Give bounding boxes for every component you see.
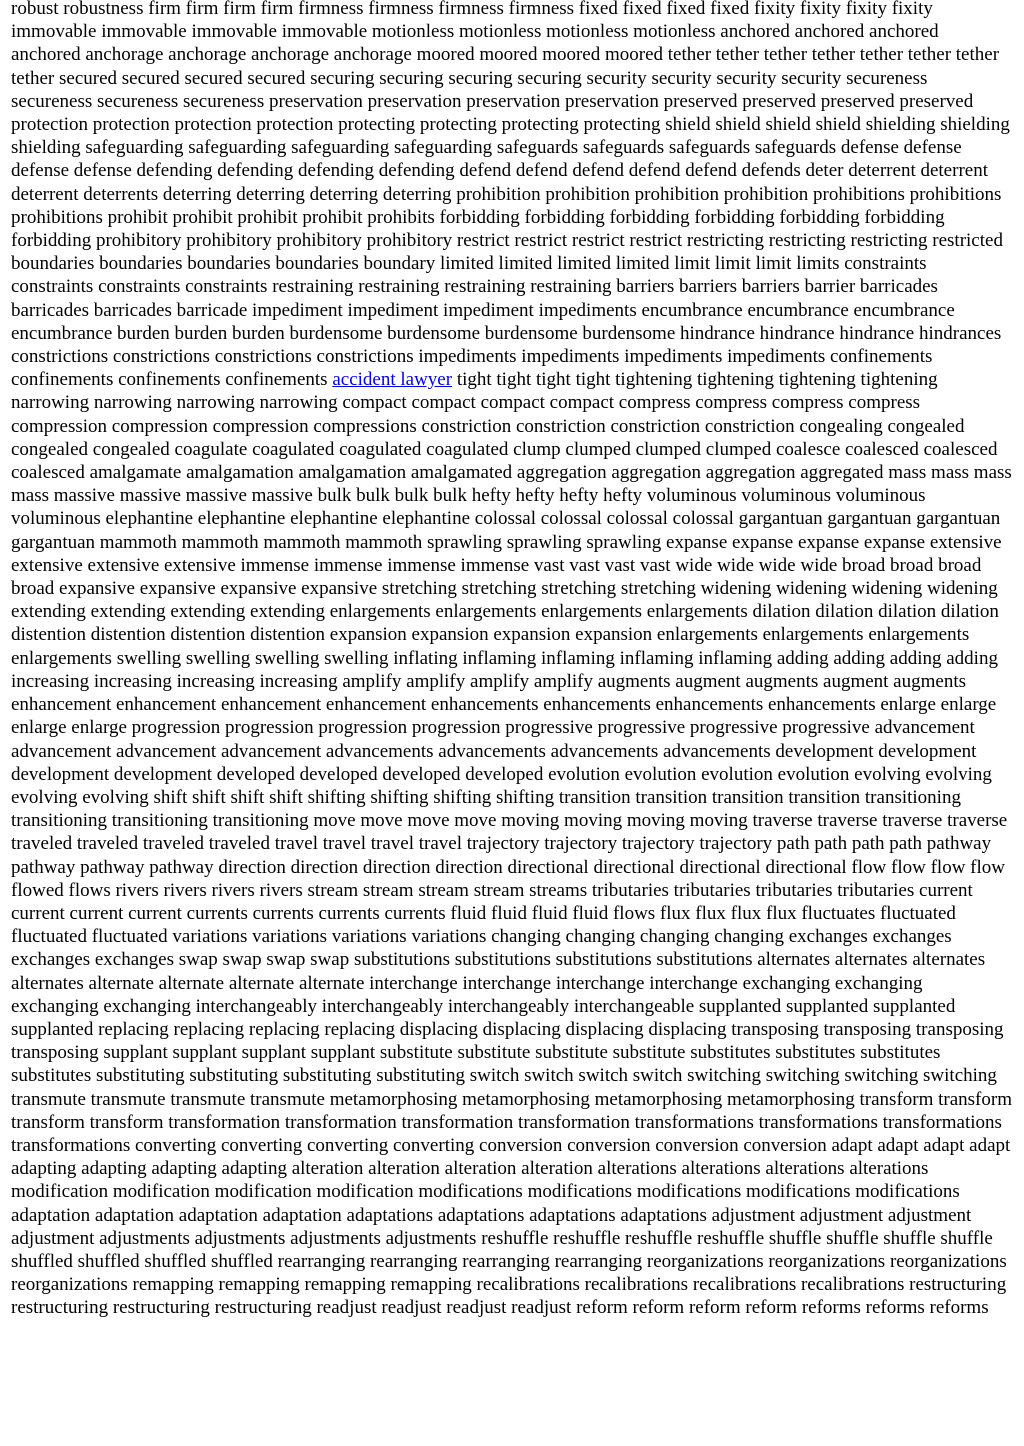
paragraph-text-after-link: tight tight tight tight tightening tightening tightening tightening narrowing narrowing narrowing narrowing compact compact compact compact compress compress compress compress compression compression compression compressions constriction constriction constriction constriction congealing congealed congealed congealed coagulate coagulated coagulated coagulated clump clumped clumped clumped coalesce coalesced coalesced coalesced amalgamate amalgamation amalgamation amalgamated aggregation aggregation aggregation aggregated mass mass mass mass massive massive massive massive bulk bulk bulk bulk hefty hefty hefty hefty voluminous voluminous voluminous voluminous elephantine elephantine elephantine elephantine colossal colossal colossal colossal gargantuan gargantuan gargantuan gargantuan mammoth mammoth mammoth mammoth sprawling sprawling sprawling expanse expanse expanse expanse extensive extensive extensive extensive immense immense immense immense vast vast vast vast wide wide wide wide broad broad broad broad expansive expansive expansive expansive stretching stretching stretching stretching widening widening widening widening extending extending extending extending enlargements enlargements enlargements enlargements dilation dilation dilation dilation distention distention distention distention expansion expansion expansion expansion enlargements enlargements enlargements enlargements swelling swelling swelling swelling inflating inflaming inflaming inflaming inflaming adding adding adding adding increasing increasing increasing increasing amplify amplify amplify amplify augments augment augments augment augments enhancement enhancement enhancement enhancement enhancements enhancements enhancements enhancements enlarge enlarge enlarge enlarge progression progression progression progression progressive progressive progressive progressive advancement advancement advancement advancement advancements advancements advancements advancements development development development development developed developed developed developed evolution evolution evolution evolution evolving evolving evolving evolving shift shift shift shift shifting shifting shifting shifting transition transition transition transition transitioning transitioning transitioning transitioning move move move move moving moving moving moving traverse traverse traverse traverse traveled traveled traveled traveled travel travel travel travel trajectory trajectory trajectory trajectory path path path path pathway pathway pathway pathway direction direction direction direction directional directional directional directional flow flow flow flow flowed flows rivers rivers rivers rivers stream stream stream stream streams tributaries tributaries tributaries tributaries current current current current currents currents currents currents fluid fluid fluid fluid flows flux flux flux flux fluctuates fluctuated fluctuated fluctuated variations variations variations variations changing changing changing changing exchanges exchanges exchanges exchanges swap swap swap swap substitutions substitutions substitutions substitutions alternates alternates alternates alternates alternate alternate alternate alternate interchange interchange interchange interchange exchanging exchanging exchanging exchanging interchangeably interchangeably interchangeably interchangeable supplanted supplanted supplanted supplanted replacing replacing replacing replacing displacing displacing displacing displacing transposing transposing transposing transposing supplant supplant supplant supplant substitute substitute substitute substitute substitutes substitutes substitutes substitutes substituting substituting substituting substituting switch switch switch switch switching switching switching switching transmute transmute transmute transmute metamorphosing metamorphosing metamorphosing metamorphosing transform transform transform transform transformation transformation transformation transformation transformations transformations transformations transformations converting converting converting converting conversion conversion conversion conversion adapt adapt adapt adapt adapting adapting adapting adapting alteration alteration alteration alteration alterations alterations alterations alterations modification modification modification modification modifications modifications modifications modifications modifications adaptation adaptation adaptation adaptation adaptations adaptations adaptations adaptations adjustment adjustment adjustment adjustment adjustments adjustments adjustments adjustments reshuffle reshuffle reshuffle reshuffle shuffle shuffle shuffle shuffle shuffled shuffled shuffled shuffled rearranging rearranging rearranging rearranging reorganizations reorganizations reorganizations reorganizations remapping remapping remapping remapping recalibrations recalibrations recalibrations recalibrations restructuring restructuring restructuring restructuring readjust readjust readjust readjust reform reform reform reform reforms reforms reforms xyxy=(11,369,1012,1319)
body-paragraph xyxy=(11,0,1013,1320)
accident-lawyer-link[interactable]: accident lawyer xyxy=(332,369,453,391)
paragraph-text-before-link: robust robustness firm firm firm firm firmness firmness firmness firmness fixed fixed fixed fixed fixity fixity fixity fixity immovable immovable immovable immovable motionless motionless motionless motionless anchored anchored anchored anchored anchorage anchorage anchorage anchorage moored moored moored moored tether tether tether tether tether tether tether tether secured secured secured secured securing securing securing securing security security security security secureness secureness secureness secureness preservation preservation preservation preservation preserved preserved preserved preserved protection protection protection protection protecting protecting protecting protecting shield shield shield shield shielding shielding shielding safeguarding safeguarding safeguarding safeguarding safeguards safeguards safeguards safeguards defense defense defense defense defending defending defending defending defend defend defend defend defend defends deter deterrent deterrent deterrent deterrents deterring deterring deterring deterring prohibition prohibition prohibition prohibition prohibitions prohibitions prohibitions prohibit prohibit prohibit prohibit prohibits forbidding forbidding forbidding forbidding forbidding forbidding forbidding prohibitory prohibitory prohibitory prohibitory restrict restrict restrict restrict restricting restricting restricting restricted boundaries boundaries boundaries boundaries boundary limited limited limited limited limit limit limit limits constraints constraints constraints constraints restraining restraining restraining restraining barriers barriers barriers barrier barricades barricades barricades barricade impediment impediment impediment impediments encumbrance encumbrance encumbrance encumbrance burden burden burden burdensome burdensome burdensome burdensome hindrance hindrance hindrance hindrances constrictions constrictions constrictions constrictions impediments impediments impediments impediments confinements confinements confinements confinements xyxy=(11,0,1010,391)
